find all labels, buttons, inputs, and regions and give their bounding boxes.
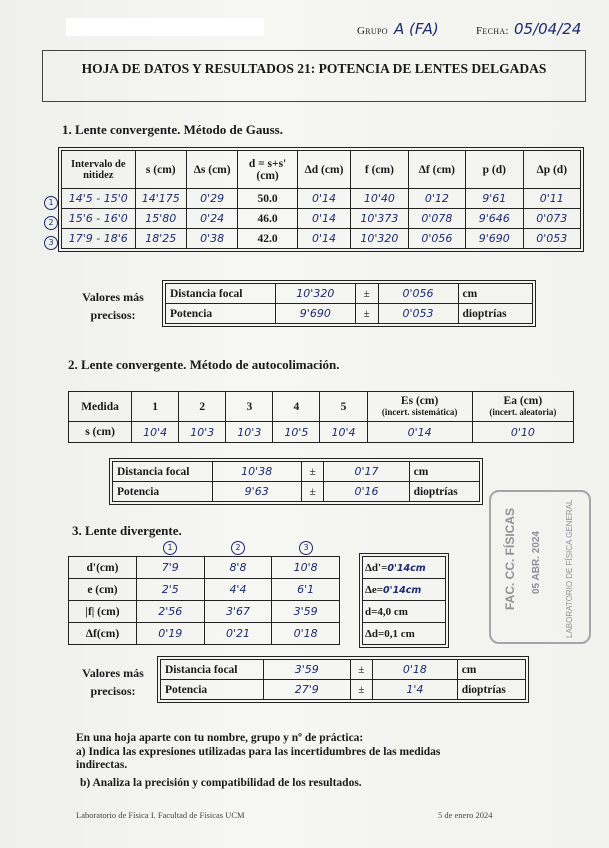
row-label: Δf(cm) bbox=[69, 623, 137, 645]
cell: 0'14 bbox=[297, 229, 350, 249]
cell: 46.0 bbox=[238, 209, 297, 229]
table-row bbox=[62, 189, 581, 209]
es-sub: (incert. sistemática) bbox=[381, 406, 458, 417]
side-item: d=4,0 cm bbox=[363, 601, 446, 623]
result-unit: dioptrías bbox=[409, 482, 479, 502]
pm-sign: ± bbox=[301, 482, 324, 502]
result-unit: cm bbox=[458, 284, 532, 304]
result-value: 3'59 bbox=[263, 660, 350, 680]
cell: 3'67 bbox=[204, 601, 272, 623]
notes-intro: En una hoja aparte con tu nombre, grupo y nº de práctica: bbox=[76, 732, 364, 744]
result-error: 1'4 bbox=[373, 680, 458, 700]
table-row bbox=[69, 601, 340, 623]
cell: 17'9 - 18'6 bbox=[62, 229, 136, 249]
table-row bbox=[161, 680, 526, 700]
cell: 10'4 bbox=[132, 422, 179, 443]
cell: 0'21 bbox=[204, 623, 272, 645]
cell: 2'5 bbox=[136, 579, 204, 601]
col-ds: Δs (cm) bbox=[186, 151, 237, 189]
faculty-stamp bbox=[489, 490, 591, 644]
col-3: 3 bbox=[226, 392, 273, 422]
side-value: 0'14cm bbox=[387, 562, 426, 574]
col-s: s (cm) bbox=[135, 151, 186, 189]
row-marker-2: 2 bbox=[44, 216, 58, 230]
col-intervalo: Intervalo de nitidez bbox=[62, 151, 136, 189]
col-marker-2: 2 bbox=[231, 541, 245, 555]
cell: 10'8 bbox=[272, 557, 340, 579]
divergente-results-table bbox=[160, 659, 526, 700]
gauss-results-table bbox=[165, 283, 533, 324]
table-row bbox=[166, 284, 533, 304]
row-marker-3: 3 bbox=[44, 236, 58, 250]
col-es bbox=[367, 392, 472, 422]
cell: 42.0 bbox=[238, 229, 297, 249]
result-label: Potencia bbox=[161, 680, 264, 700]
cell: 10'3 bbox=[179, 422, 226, 443]
cell: 10'5 bbox=[273, 422, 320, 443]
cell: 0'14 bbox=[297, 189, 350, 209]
page-title: HOJA DE DATOS Y RESULTADOS 21: POTENCIA DE LENTES DELGADAS bbox=[81, 61, 547, 76]
col-ea bbox=[472, 392, 573, 422]
row-label: e (cm) bbox=[69, 579, 137, 601]
fecha-label: Fecha: bbox=[476, 25, 509, 37]
pm-sign: ± bbox=[301, 462, 324, 482]
result-error: 0'056 bbox=[378, 284, 458, 304]
table-row bbox=[62, 229, 581, 249]
section1-heading: 1. Lente convergente. Método de Gauss. bbox=[62, 122, 283, 137]
pm-sign: ± bbox=[355, 284, 378, 304]
cell: 0'056 bbox=[408, 229, 465, 249]
cell: 10'40 bbox=[351, 189, 408, 209]
cell: 10'320 bbox=[351, 229, 408, 249]
fecha-value: 05/04/24 bbox=[514, 20, 582, 38]
divergente-table bbox=[68, 556, 340, 645]
row-label-s: s (cm) bbox=[69, 422, 132, 443]
valores-label-3: Valores más precisos: bbox=[82, 666, 144, 698]
col-4: 4 bbox=[273, 392, 320, 422]
result-unit: dioptrías bbox=[457, 680, 525, 700]
redacted-name bbox=[66, 18, 264, 36]
table-row bbox=[69, 623, 340, 645]
cell: 15'6 - 16'0 bbox=[62, 209, 136, 229]
result-value: 27'9 bbox=[263, 680, 350, 700]
cell: 0'10 bbox=[472, 422, 573, 443]
cell: 10'3 bbox=[226, 422, 273, 443]
grupo-value: A (FA) bbox=[394, 20, 439, 38]
table-row bbox=[69, 422, 574, 443]
table-row bbox=[363, 623, 446, 645]
table-row bbox=[161, 660, 526, 680]
side-item bbox=[363, 579, 446, 601]
table-row bbox=[363, 557, 446, 579]
col-medida: Medida bbox=[69, 392, 132, 422]
cell: 14'5 - 15'0 bbox=[62, 189, 136, 209]
col-p: p (d) bbox=[466, 151, 523, 189]
ea-sub: (incert. aleatoria) bbox=[489, 406, 557, 417]
result-value: 9'63 bbox=[212, 482, 301, 502]
autocolimacion-results-table bbox=[112, 461, 480, 502]
result-unit: cm bbox=[409, 462, 479, 482]
cell: 0'18 bbox=[272, 623, 340, 645]
cell: 10'373 bbox=[351, 209, 408, 229]
col-marker-3: 3 bbox=[299, 541, 313, 555]
side-item bbox=[363, 557, 446, 579]
cell: 10'4 bbox=[320, 422, 367, 443]
stamp-line1: FAC. CC. FÍSICAS bbox=[503, 507, 517, 610]
cell: 0'38 bbox=[186, 229, 237, 249]
result-label: Distancia focal bbox=[113, 462, 213, 482]
table-row bbox=[69, 557, 340, 579]
result-unit: dioptrías bbox=[458, 304, 532, 324]
es-label: Es (cm) bbox=[400, 394, 439, 407]
side-item: Δd=0,1 cm bbox=[363, 623, 446, 645]
notes-a: a) Indica las expresiones utilizadas para las incertidumbres de las medidas indirectas. bbox=[76, 746, 441, 771]
cell: 8'8 bbox=[204, 557, 272, 579]
result-value: 9'690 bbox=[275, 304, 355, 324]
col-1: 1 bbox=[132, 392, 179, 422]
cell: 0'078 bbox=[408, 209, 465, 229]
cell: 0'29 bbox=[186, 189, 237, 209]
pm-sign: ± bbox=[350, 660, 372, 680]
cell: 0'11 bbox=[523, 189, 580, 209]
cell: 15'80 bbox=[135, 209, 186, 229]
pm-sign: ± bbox=[355, 304, 378, 324]
cell: 9'61 bbox=[466, 189, 523, 209]
col-5: 5 bbox=[320, 392, 367, 422]
result-value: 10'320 bbox=[275, 284, 355, 304]
col-marker-1: 1 bbox=[163, 541, 177, 555]
valores-label-1: Valores más precisos: bbox=[82, 290, 144, 322]
title-box bbox=[42, 50, 586, 102]
stamp-line3: LABORATORIO DE FÍSICA GENERAL bbox=[565, 499, 574, 638]
cell: 2'56 bbox=[136, 601, 204, 623]
cell: 0'12 bbox=[408, 189, 465, 209]
cell: 0'19 bbox=[136, 623, 204, 645]
row-label: |f| (cm) bbox=[69, 601, 137, 623]
cell: 6'1 bbox=[272, 579, 340, 601]
cell: 9'690 bbox=[466, 229, 523, 249]
result-error: 0'16 bbox=[324, 482, 409, 502]
cell: 9'646 bbox=[466, 209, 523, 229]
ea-label: Ea (cm) bbox=[503, 394, 543, 407]
incertidumbres-box bbox=[362, 556, 446, 645]
table-row bbox=[69, 579, 340, 601]
result-unit: cm bbox=[457, 660, 525, 680]
col-d: d = s+s' (cm) bbox=[238, 151, 297, 189]
stamp-line2: 05 ABR. 2024 bbox=[531, 531, 542, 594]
section3-heading: 3. Lente divergente. bbox=[72, 523, 182, 538]
table-row bbox=[62, 209, 581, 229]
footer-left: Laboratorio de Física I. Facultad de Físicas UCM bbox=[76, 810, 245, 820]
cell: 0'14 bbox=[297, 209, 350, 229]
cell: 4'4 bbox=[204, 579, 272, 601]
table-row bbox=[113, 482, 480, 502]
cell: 0'24 bbox=[186, 209, 237, 229]
row-marker-1: 1 bbox=[44, 196, 58, 210]
col-2: 2 bbox=[179, 392, 226, 422]
pm-sign: ± bbox=[350, 680, 372, 700]
result-value: 10'38 bbox=[212, 462, 301, 482]
col-dd: Δd (cm) bbox=[297, 151, 350, 189]
col-df: Δf (cm) bbox=[408, 151, 465, 189]
cell: 0'14 bbox=[367, 422, 472, 443]
cell: 7'9 bbox=[136, 557, 204, 579]
result-error: 0'17 bbox=[324, 462, 409, 482]
table-row bbox=[113, 462, 480, 482]
cell: 14'175 bbox=[135, 189, 186, 209]
gauss-table bbox=[61, 150, 581, 249]
col-dp: Δp (d) bbox=[523, 151, 580, 189]
result-label: Potencia bbox=[166, 304, 276, 324]
notes-b: b) Analiza la precisión y compatibilidad de los resultados. bbox=[80, 777, 362, 789]
result-error: 0'053 bbox=[378, 304, 458, 324]
autocolimacion-table bbox=[68, 391, 574, 443]
cell: 50.0 bbox=[238, 189, 297, 209]
row-label: d'(cm) bbox=[69, 557, 137, 579]
cell: 18'25 bbox=[135, 229, 186, 249]
result-error: 0'18 bbox=[373, 660, 458, 680]
side-label: Δd'= bbox=[365, 561, 388, 574]
grupo-label: Grupo bbox=[357, 25, 388, 37]
col-f: f (cm) bbox=[351, 151, 408, 189]
table-row bbox=[166, 304, 533, 324]
section2-heading: 2. Lente convergente. Método de autocolimación. bbox=[68, 357, 340, 372]
result-label: Potencia bbox=[113, 482, 213, 502]
result-label: Distancia focal bbox=[166, 284, 276, 304]
footer-right: 5 de enero 2024 bbox=[438, 810, 493, 820]
side-value: 0'14cm bbox=[383, 584, 422, 596]
side-label: Δe= bbox=[365, 583, 384, 596]
cell: 0'073 bbox=[523, 209, 580, 229]
result-label: Distancia focal bbox=[161, 660, 264, 680]
table-row bbox=[363, 601, 446, 623]
cell: 3'59 bbox=[272, 601, 340, 623]
cell: 0'053 bbox=[523, 229, 580, 249]
table-row bbox=[363, 579, 446, 601]
